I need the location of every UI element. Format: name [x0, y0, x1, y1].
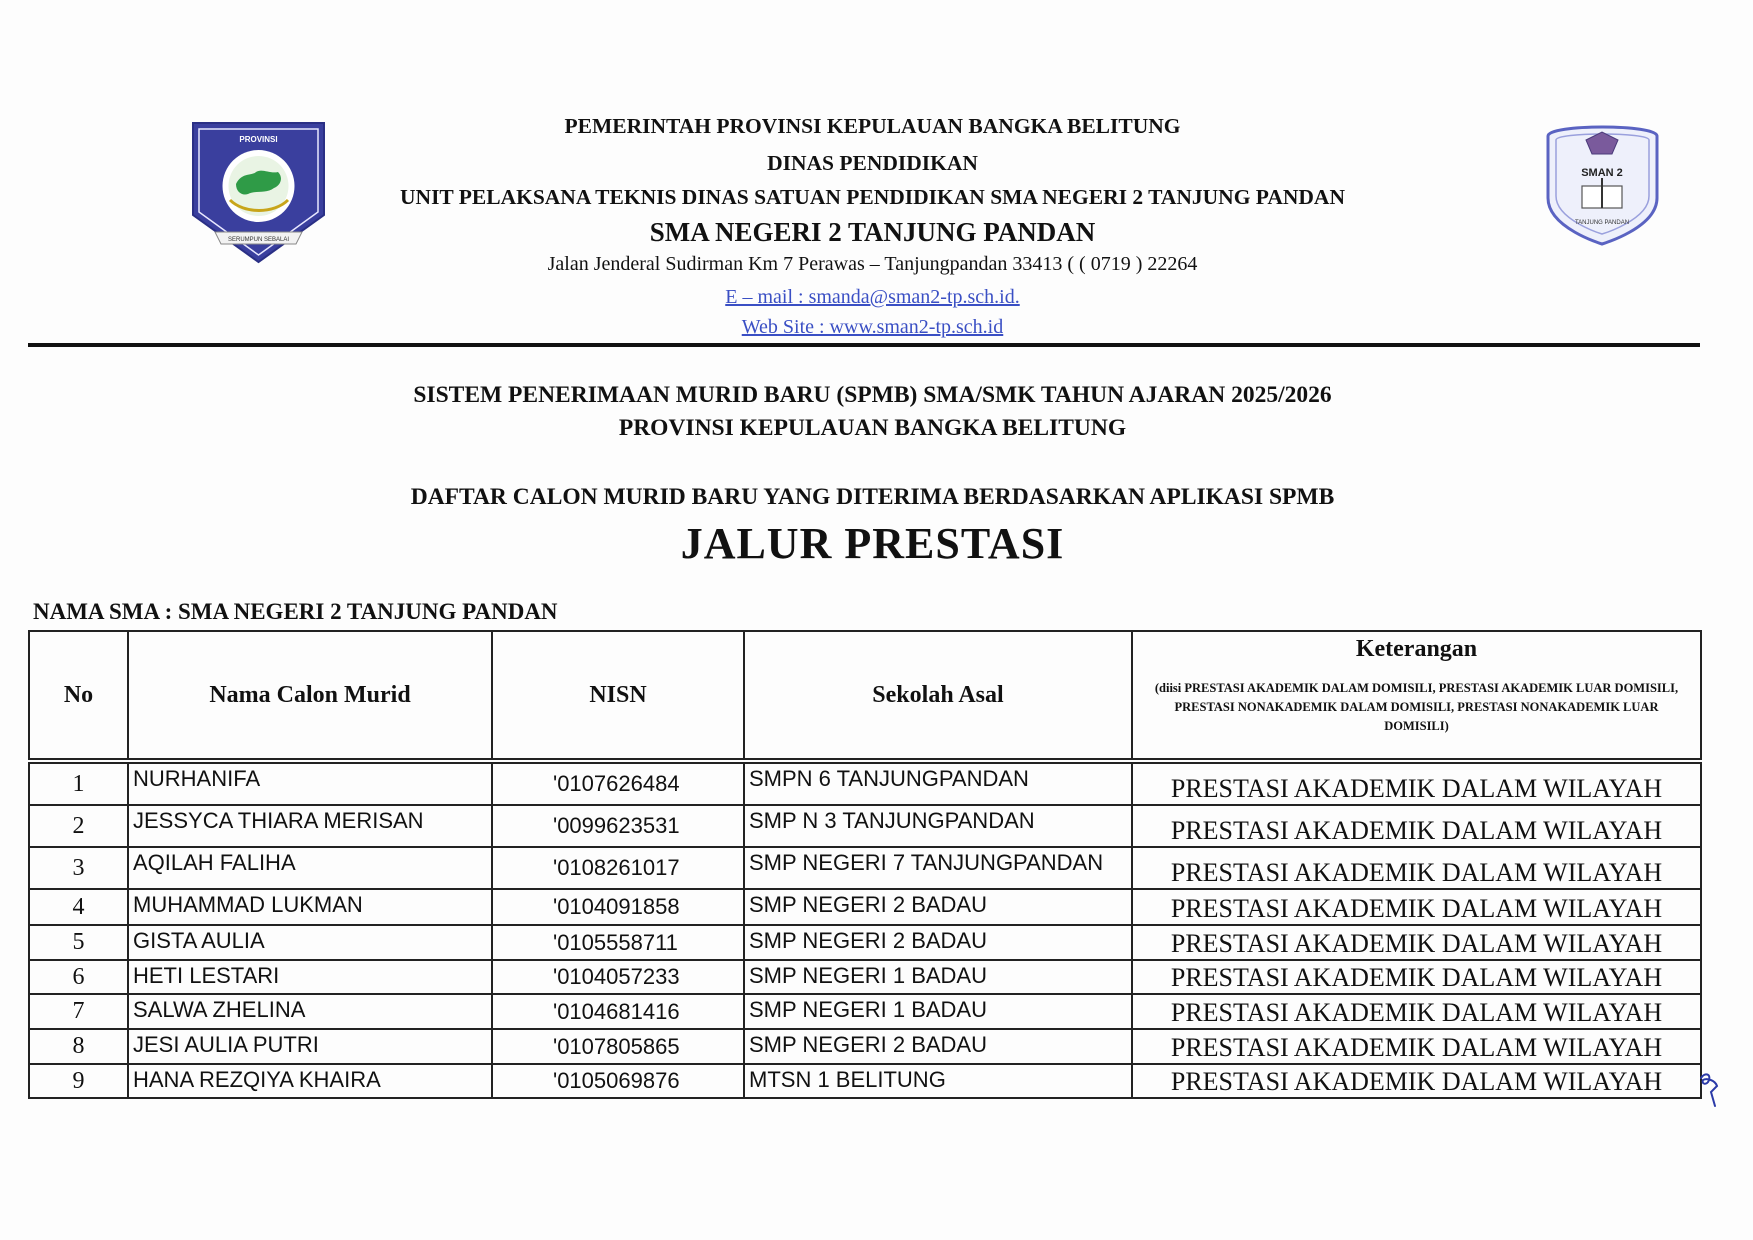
document-title-province: PROVINSI KEPULAUAN BANGKA BELITUNG: [618, 415, 1127, 441]
table-header-row: [29, 631, 1701, 759]
table-row: [29, 1029, 1701, 1064]
letterhead-department: DINAS PENDIDIKAN: [767, 151, 978, 175]
cell-no: 4: [29, 889, 128, 925]
document-title-system: SISTEM PENERIMAAN MURID BARU (SPMB) SMA/SMK TAHUN AJARAN 2025/2026: [413, 382, 1332, 408]
cell-keterangan: PRESTASI AKADEMIK DALAM WILAYAH: [1132, 960, 1701, 994]
header-keterangan-title: Keterangan: [1355, 636, 1478, 662]
table-body: [29, 763, 1701, 1098]
cell-keterangan: PRESTASI AKADEMIK DALAM WILAYAH: [1132, 763, 1701, 805]
table-row: [29, 763, 1701, 805]
cell-nisn: '0107626484: [492, 763, 744, 805]
cell-nisn: '0104681416: [492, 994, 744, 1029]
table-row: [29, 994, 1701, 1029]
cell-name: NURHANIFA: [128, 763, 492, 805]
school-emblem-logo: [1540, 118, 1665, 248]
cell-nisn: '0105558711: [492, 925, 744, 960]
cell-nisn: '0099623531: [492, 805, 744, 847]
table-row: [29, 960, 1701, 994]
cell-school: SMP NEGERI 2 BADAU: [744, 1029, 1132, 1064]
cell-no: 9: [29, 1064, 128, 1098]
svg-text:PROVINSI: PROVINSI: [239, 135, 278, 144]
cell-school: SMPN 6 TANJUNGPANDAN: [744, 763, 1132, 805]
cell-name: JESI AULIA PUTRI: [128, 1029, 492, 1064]
school-name-label: NAMA SMA : SMA NEGERI 2 TANJUNG PANDAN: [33, 599, 558, 624]
cell-nisn: '0107805865: [492, 1029, 744, 1064]
letterhead-email-link[interactable]: E – mail : smanda@sman2-tp.sch.id.: [725, 286, 1020, 308]
letterhead-divider: [28, 343, 1700, 347]
cell-school: SMP NEGERI 2 BADAU: [744, 925, 1132, 960]
header-name: Nama Calon Murid: [128, 631, 492, 759]
cell-no: 2: [29, 805, 128, 847]
cell-name: MUHAMMAD LUKMAN: [128, 889, 492, 925]
svg-text:SMAN 2: SMAN 2: [1581, 167, 1623, 179]
cell-school: SMP NEGERI 2 BADAU: [744, 889, 1132, 925]
document-title-list: DAFTAR CALON MURID BARU YANG DITERIMA BERDASARKAN APLIKASI SPMB: [410, 484, 1335, 510]
cell-keterangan: PRESTASI AKADEMIK DALAM WILAYAH: [1132, 1029, 1701, 1064]
letterhead-address: Jalan Jenderal Sudirman Km 7 Perawas – Tanjungpandan 33413 ( ( 0719 ) 22264: [547, 253, 1198, 275]
header-no: No: [29, 631, 128, 759]
cell-name: AQILAH FALIHA: [128, 847, 492, 889]
cell-school: SMP NEGERI 1 BADAU: [744, 960, 1132, 994]
letterhead-school-name: SMA NEGERI 2 TANJUNG PANDAN: [649, 217, 1096, 247]
table-row: [29, 805, 1701, 847]
document-title-track: JALUR PRESTASI: [680, 519, 1065, 568]
cell-nisn: '0105069876: [492, 1064, 744, 1098]
cell-no: 7: [29, 994, 128, 1029]
cell-name: HANA REZQIYA KHAIRA: [128, 1064, 492, 1098]
cell-name: SALWA ZHELINA: [128, 994, 492, 1029]
letterhead-government: PEMERINTAH PROVINSI KEPULAUAN BANGKA BELITUNG: [564, 114, 1181, 138]
header-keterangan-note: (diisi PRESTASI AKADEMIK DALAM DOMISILI, PRESTASI AKADEMIK LUAR DOMISILI, PRESTASI NONAKADEMIK DALAM DOMISILI, PRESTASI NONAKADEMIK LUAR DOMISILI): [1154, 681, 1679, 733]
letterhead-unit: UNIT PELAKSANA TEKNIS DINAS SATUAN PENDIDIKAN SMA NEGERI 2 TANJUNG PANDAN: [400, 185, 1345, 209]
cell-school: SMP NEGERI 7 TANJUNGPANDAN: [744, 847, 1132, 889]
cell-name: GISTA AULIA: [128, 925, 492, 960]
cell-keterangan: PRESTASI AKADEMIK DALAM WILAYAH: [1132, 994, 1701, 1029]
cell-keterangan: PRESTASI AKADEMIK DALAM WILAYAH: [1132, 847, 1701, 889]
cell-keterangan: PRESTASI AKADEMIK DALAM WILAYAH: [1132, 1064, 1701, 1098]
cell-no: 8: [29, 1029, 128, 1064]
admission-table: [28, 630, 1702, 1099]
letterhead-website-link[interactable]: Web Site : www.sman2-tp.sch.id: [741, 316, 1004, 338]
svg-text:SERUMPUN SEBALAI: SERUMPUN SEBALAI: [227, 237, 290, 243]
header-nisn: NISN: [492, 631, 744, 759]
table-row: [29, 925, 1701, 960]
cell-school: SMP N 3 TANJUNGPANDAN: [744, 805, 1132, 847]
header-keterangan: [1132, 631, 1701, 759]
cell-school: SMP NEGERI 1 BADAU: [744, 994, 1132, 1029]
handwritten-initial-mark: [1697, 1070, 1723, 1110]
svg-text:TANJUNG PANDAN: TANJUNG PANDAN: [1574, 220, 1630, 226]
table-row: [29, 1064, 1701, 1098]
cell-keterangan: PRESTASI AKADEMIK DALAM WILAYAH: [1132, 805, 1701, 847]
header-school: Sekolah Asal: [744, 631, 1132, 759]
table-row: [29, 847, 1701, 889]
cell-no: 1: [29, 763, 128, 805]
cell-nisn: '0104091858: [492, 889, 744, 925]
cell-name: HETI LESTARI: [128, 960, 492, 994]
cell-nisn: '0108261017: [492, 847, 744, 889]
cell-no: 6: [29, 960, 128, 994]
cell-no: 5: [29, 925, 128, 960]
cell-keterangan: PRESTASI AKADEMIK DALAM WILAYAH: [1132, 889, 1701, 925]
cell-no: 3: [29, 847, 128, 889]
cell-keterangan: PRESTASI AKADEMIK DALAM WILAYAH: [1132, 925, 1701, 960]
cell-nisn: '0104057233: [492, 960, 744, 994]
table-row: [29, 889, 1701, 925]
cell-school: MTSN 1 BELITUNG: [744, 1064, 1132, 1098]
cell-name: JESSYCA THIARA MERISAN: [128, 805, 492, 847]
